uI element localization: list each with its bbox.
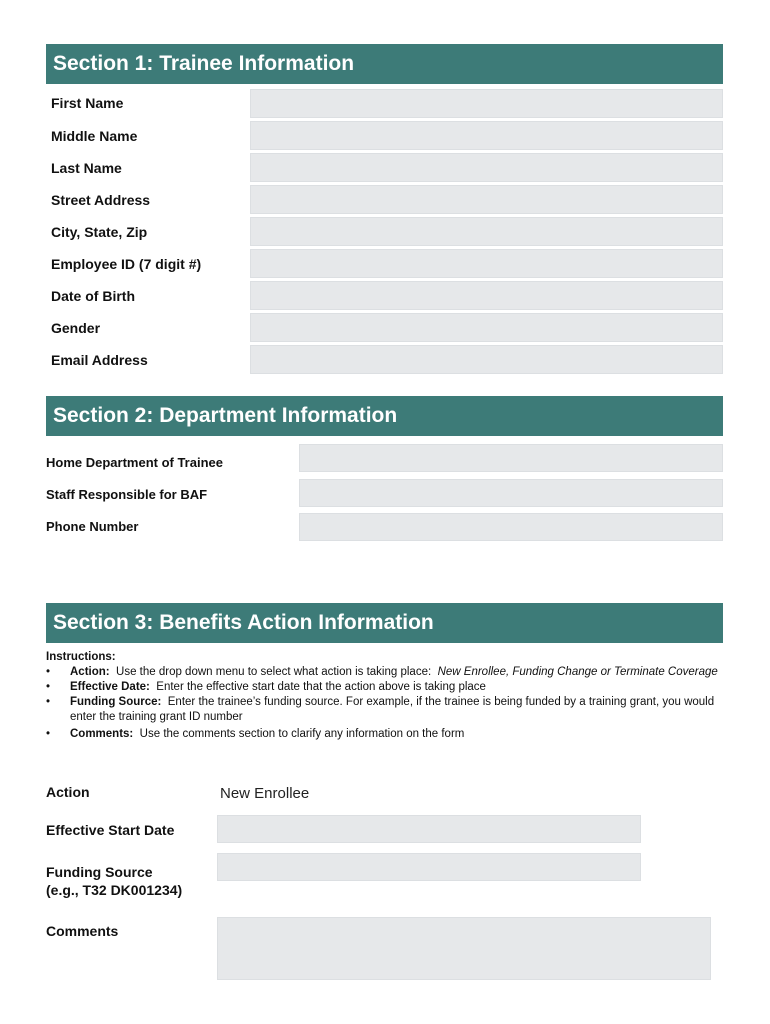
city-state-zip-label: City, State, Zip [51,224,148,240]
phone-number-field[interactable] [299,513,723,541]
first-name-label: First Name [51,95,124,111]
bullet-icon: • [46,681,51,693]
instruction-item [46,665,726,680]
phone-number-label: Phone Number [46,519,139,534]
funding-source-label: Funding Source [46,864,153,880]
instruction-example: New Enrollee, Funding Change or Terminate Coverage [437,666,718,678]
employee-id-label: Employee ID (7 digit #) [51,256,202,272]
instruction-term: Comments: [70,728,134,740]
section2-header [46,396,723,436]
section1-header [46,44,723,84]
instruction-text: Use the comments section to clarify any information on the form [139,728,465,740]
instruction-term: Action: [70,666,110,678]
email-address-label: Email Address [51,352,148,368]
comments-field[interactable] [217,917,711,980]
gender-field[interactable] [250,313,723,342]
street-address-label: Street Address [51,192,151,208]
date-of-birth-field[interactable] [250,281,723,310]
email-address-field[interactable] [250,345,723,374]
effective-start-date-label: Effective Start Date [46,822,175,838]
last-name-label: Last Name [51,160,122,176]
section3-header [46,603,723,643]
action-dropdown[interactable]: New Enrollee [220,785,310,802]
middle-name-field[interactable] [250,121,723,150]
staff-responsible-label: Staff Responsible for BAF [46,487,208,502]
instructions-list [46,665,726,742]
first-name-field[interactable] [250,89,723,118]
section1-title: Section 1: Trainee Information [53,52,355,75]
middle-name-label: Middle Name [51,128,138,144]
date-of-birth-label: Date of Birth [51,288,135,304]
funding-source-example-label: (e.g., T32 DK001234) [46,882,183,898]
gender-label: Gender [51,320,101,336]
bullet-icon: • [46,696,51,708]
instruction-term: Effective Date: [70,681,150,693]
bullet-icon: • [46,728,51,740]
home-department-field[interactable] [299,444,723,472]
staff-responsible-field[interactable] [299,479,723,507]
last-name-field[interactable] [250,153,723,182]
instruction-text: Enter the effective start date that the action above is taking place [156,681,486,693]
section2-title: Section 2: Department Information [53,404,398,427]
city-state-zip-field[interactable] [250,217,723,246]
instruction-item [46,680,726,695]
action-label: Action [46,784,90,800]
effective-start-date-field[interactable] [217,815,641,843]
instruction-text: Use the drop down menu to select what action is taking place: [116,666,432,678]
employee-id-field[interactable] [250,249,723,278]
bullet-icon: • [46,666,51,678]
section3-title: Section 3: Benefits Action Information [53,611,434,634]
home-department-label: Home Department of Trainee [46,455,223,470]
instruction-item [46,727,726,742]
instruction-item [46,695,726,725]
street-address-field[interactable] [250,185,723,214]
instructions-block [46,650,726,742]
instruction-text: Enter the trainee’s funding source. For example, if the trainee is being funded by a training grant, you would enter the training grant ID number [70,696,715,723]
instruction-term: Funding Source: [70,696,162,708]
instructions-title: Instructions: [46,651,116,663]
funding-source-field[interactable] [217,853,641,881]
comments-label: Comments [46,923,119,939]
